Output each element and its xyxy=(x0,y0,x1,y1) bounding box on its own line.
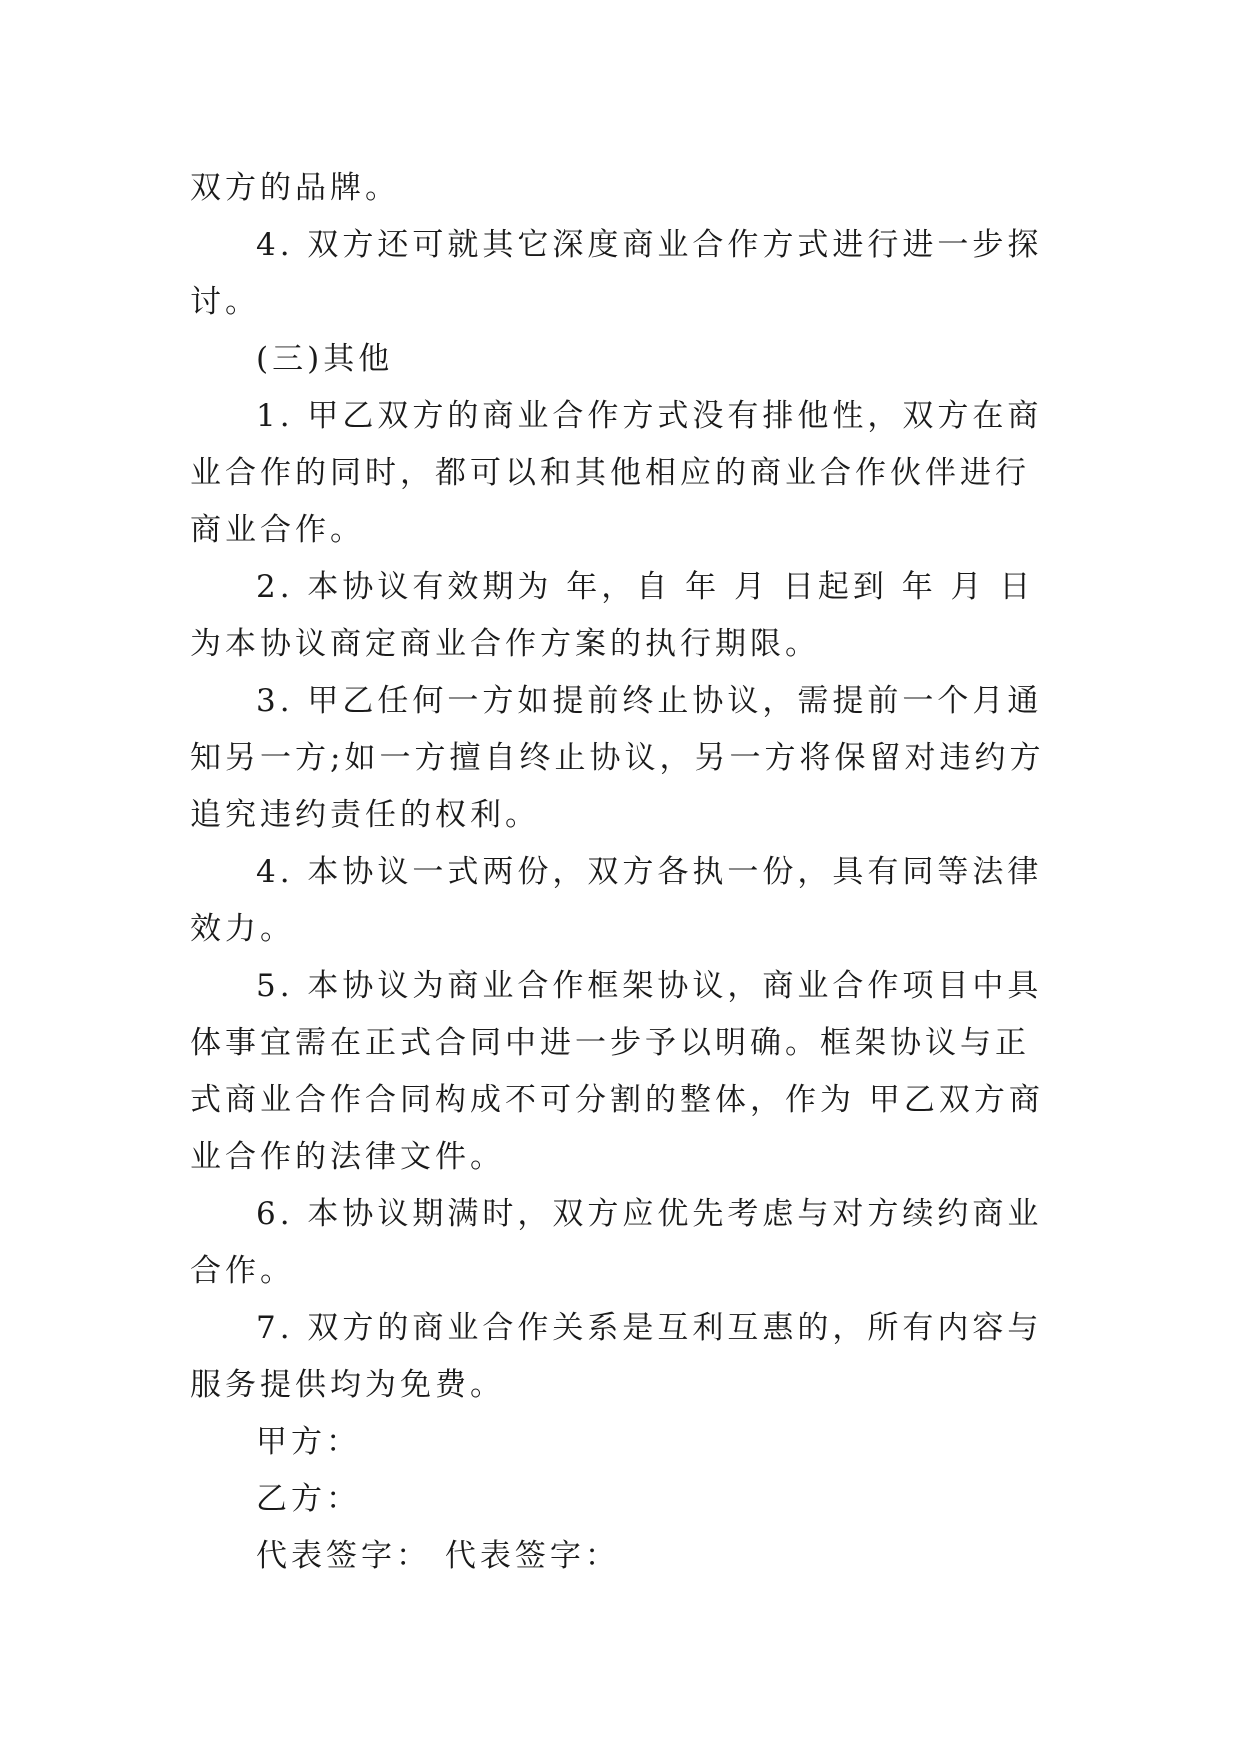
paragraph-item-2: 2. 本协议有效期为 年，自 年 月 日起到 年 月 日为本协议商定商业合作方案的执行期限。 xyxy=(190,569,1035,662)
paragraph-item-5: 5. 本协议为商业合作框架协议，商业合作项目中具体事宜需在正式合同中进一步予以明确。框架协议与正式商业合作合同构成不可分割的整体，作为 甲乙双方商业合作的法律文件。 xyxy=(190,968,1044,1175)
document-body xyxy=(190,160,1050,1585)
signature-party-b: 乙方： xyxy=(256,1481,361,1517)
paragraph-brand: 双方的品牌。 xyxy=(190,170,400,206)
signature-representatives: 代表签字： 代表签字： xyxy=(256,1538,620,1574)
section-heading-other: (三)其他 xyxy=(256,341,394,377)
paragraph-item-4: 4. 本协议一式两份，双方各执一份，具有同等法律效力。 xyxy=(190,854,1043,947)
paragraph-item-1: 1. 甲乙双方的商业合作方式没有排他性，双方在商业合作的同时，都可以和其他相应的商业合作伙伴进行商业合作。 xyxy=(190,398,1043,548)
paragraph-item-7: 7. 双方的商业合作关系是互利互惠的，所有内容与服务提供均为免费。 xyxy=(190,1310,1043,1403)
paragraph-item-6: 6. 本协议期满时，双方应优先考虑与对方续约商业合作。 xyxy=(190,1196,1043,1289)
paragraph-item-4-discussion: 4. 双方还可就其它深度商业合作方式进行进一步探讨。 xyxy=(190,227,1043,320)
signature-party-a: 甲方： xyxy=(256,1424,361,1460)
paragraph-item-3: 3. 甲乙任何一方如提前终止协议，需提前一个月通知另一方;如一方擅自终止协议，另一方将保留对违约方追究违约责任的权利。 xyxy=(190,683,1045,833)
